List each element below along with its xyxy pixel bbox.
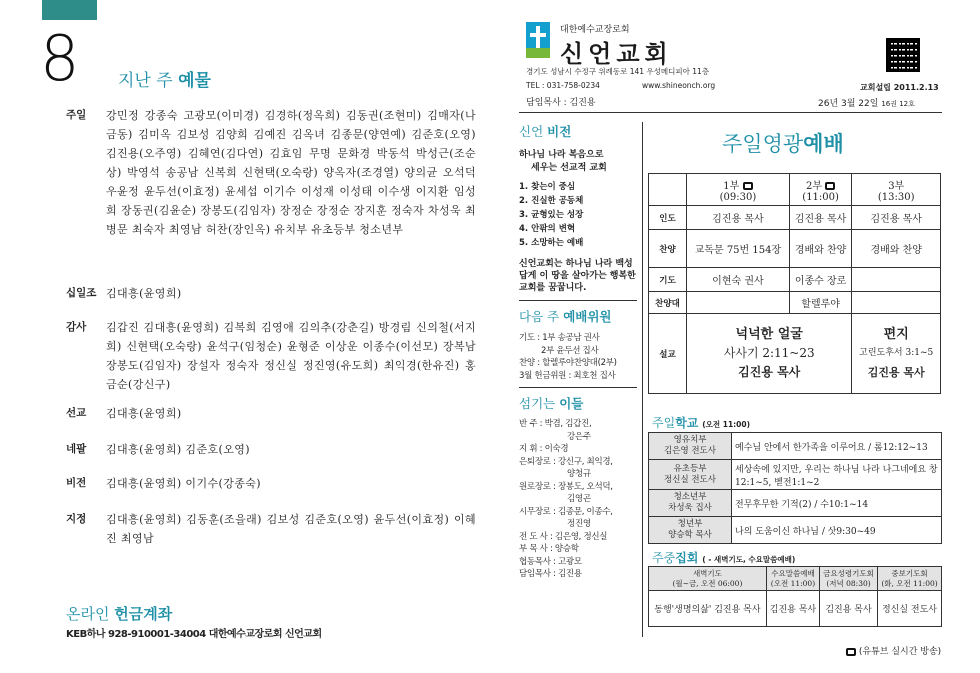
school-row: 유초등부 정신실 전도사 세상속에 있지만, 우리는 하나님 나라 나그네에요 창12:1~5, 벧전1:1~2: [649, 460, 942, 490]
weekday-cell: 김진용 목사: [766, 591, 819, 627]
sunday-school-table: [648, 432, 942, 544]
vision-item: 2. 진실한 공동체: [519, 196, 584, 206]
offering-names: 김갑진 김대흥(윤영희) 김복희 김영애 김의추(강춘길) 방경림 신의철(서지희) 신현택(오숙랑) 윤석구(임청순) 윤형준 이상운 이종수(이선모) 장복남 장봉도(김임자) 장설자 정숙자 정신실 정진영(유도희) 최익경(한유진) 홍금순(강신구): [106, 321, 476, 391]
offering-row-vision: [66, 474, 476, 493]
weekday-header: 수요말씀예배 (오전 11:00): [766, 567, 819, 591]
worship-table: [648, 173, 941, 394]
weekday-title: 주중집회 ( - 새벽기도, 수요말씀예배): [652, 551, 796, 565]
weekday-cell: 동행'생명의삶' 김진용 목사: [649, 591, 767, 627]
sunday-school-title: 주일학교 (오전 11:00): [652, 416, 751, 430]
weekday-table: [648, 566, 942, 627]
sermon-3-scripture: 고린도후서 3:1~5: [859, 348, 934, 358]
footer-note: (유튜브 실시간 방송): [846, 644, 941, 657]
weekday-cell: 김진용 목사: [820, 591, 878, 627]
offering-names: 강민정 강종숙 고광모(이미경) 김경하(정옥희) 김동권(조현미) 김매자(나금동) 김미옥 김보성 김양희 김예진 김옥녀 김종문(양연예) 김준호(오영) 김진용(오주영) 김혜연(김다연) 김효임 무명 문화경 박동석 박성근(조순상) 박영석 송공남 신복희 신현택(오숙랑) 양옥자(조경열) 양의균 오석덕 우윤정 윤두선(이효정) 윤세섭 이기수 이성재 이성태 이수생 이지환 임성희 장동권(김윤순) 장봉도(김임자) 장정순 장정순 장지훈 정숙자 차성욱 최병문 최숙자 최영남 허찬(장인옥) 유치부 유초등부 청소년부: [106, 109, 476, 236]
vision-list: [519, 180, 637, 250]
next-week-title: 다음 주 예배위원: [519, 309, 612, 324]
servers-list: 반 주 : 박겸, 김갑진, 강은주 지 휘 : 이숙경 은퇴장로 : 강신구, 최익경, 양청규 원로장로 : 장봉도, 오석덕, 김영곤 시무장로 : 김종문, 이종수, 정진영 전 도 사 : 김은영, 정신실 부 목 사 : 양승학 협동목사 : 고광모 담임목사 : 김진용: [519, 419, 613, 579]
church-address: 경기도 성남시 수정구 위례동로 141 우성메디피아 11층: [526, 67, 710, 76]
vision-statement: 하나님 나라 복음으로 세우는 선교적 교회: [519, 150, 607, 173]
youtube-live-icon: [825, 182, 835, 190]
weekday-header: 새벽기도 (월~금, 오전 06:00): [649, 567, 767, 591]
weekday-header: 중보기도회 (화, 오전 11:00): [877, 567, 941, 591]
church-logo-icon: [526, 22, 550, 58]
page-number: 8: [40, 22, 80, 95]
worship-row-choir: 찬양대 할렐루야: [649, 292, 941, 314]
online-offering-title: 온라인 헌금계좌: [66, 605, 173, 623]
offering-row-sunday: [66, 106, 476, 239]
vision-item: 3. 균형있는 성장: [519, 210, 584, 220]
header-divider: [519, 112, 942, 113]
offering-row-thanks: [66, 318, 476, 394]
vision-title: 신언 비전: [519, 124, 572, 139]
offering-names: 김대흥(윤영희) 김동훈(조을래) 김보성 김준호(오영) 윤두선(이효정) 이혜진 최영남: [106, 513, 476, 545]
vision-item: 1. 찾는이 중심: [519, 182, 576, 192]
sermon-title: 넉넉한 얼굴: [735, 327, 803, 342]
offering-row-mission: [66, 404, 476, 423]
offering-names: 김대흥(윤영희) 이기수(강종숙): [106, 477, 261, 490]
sermon-3-title: 편지: [883, 327, 909, 342]
church-tel: TEL : 031-758-0234: [526, 81, 600, 90]
youtube-live-icon: [846, 648, 856, 656]
worship-row-praise: 찬양 교독문 75번 154장 경배와 찬양 경배와 찬양: [649, 230, 941, 268]
denomination: 대한예수교장로회: [560, 25, 630, 35]
offering-label: 주일: [66, 109, 87, 121]
vision-description: 신언교회는 하나님 나라 백성답게 이 땅을 살아가는 행복한 교회를 꿈꿉니다.: [519, 258, 637, 301]
next-week-servers: 기도 : 1부 송공남 권사 2부 윤두선 집사 찬양 : 할렐루야찬양대(2부) 3월 헌금위원 : 최호천 집사: [519, 332, 637, 388]
youtube-live-icon: [743, 182, 753, 190]
bank-account: KEB하나 928-910001-34004 대한예수교장로회 신언교회: [66, 629, 322, 640]
service-2-header: 2부 (11:00): [789, 174, 852, 206]
offering-row-tithe: [66, 284, 476, 303]
sidebar: [519, 122, 637, 581]
school-row: 청년부 양승학 목사 나의 도움이신 하나님 / 삿9:30~49: [649, 517, 942, 544]
worship-title: 주일영광예배: [722, 132, 844, 156]
worship-row-sermon: 설교 넉넉한 얼굴 사사기 2:11~23 김진용 목사 편지 고린도후서 3:1~5 김진용 목사: [649, 314, 941, 394]
school-row: 영유치부 김은영 전도사 예수님 안에서 한가족을 이루어요 / 롬12:12~13: [649, 433, 942, 460]
service-3-header: 3부 (13:30): [852, 174, 941, 206]
worship-row-lead: 인도 김진용 목사 김진용 목사 김진용 목사: [649, 206, 941, 230]
offering-names: 김대흥(윤영희): [106, 287, 182, 300]
sermon-scripture: 사사기 2:11~23: [723, 346, 815, 360]
servers-title: 섬기는 이들: [519, 396, 584, 411]
column-divider: [642, 122, 643, 637]
offering-names: 김대흥(윤영희): [106, 407, 182, 420]
church-name: 신언교회: [560, 40, 673, 68]
offering-row-designated: [66, 510, 476, 548]
offering-label: 지정: [66, 513, 87, 525]
offerings-title: 지난 주 예물: [118, 71, 211, 91]
qr-code-icon[interactable]: [886, 38, 920, 72]
header-accent-bar: [42, 0, 97, 20]
bulletin-date: 26년 3월 22일 16권 12호: [818, 99, 915, 109]
weekday-cell: 정신실 전도사: [877, 591, 941, 627]
offering-label: 십일조: [66, 287, 97, 299]
senior-pastor: 담임목사 : 김진용: [526, 98, 596, 108]
sermon-3-preacher: 김진용 목사: [867, 366, 925, 379]
vision-item: 4. 안팎의 변혁: [519, 224, 576, 234]
offering-label: 네팔: [66, 443, 87, 455]
weekday-header: 금요성령기도회 (저녁 08:30): [820, 567, 878, 591]
offering-label: 비전: [66, 477, 87, 489]
school-row: 청소년부 차성욱 집사 전무후무한 기적(2) / 수10:1~14: [649, 490, 942, 517]
church-website[interactable]: www.shineonch.org: [642, 81, 716, 90]
worship-row-prayer: 기도 이현숙 권사 이종수 장로: [649, 268, 941, 292]
offering-label: 선교: [66, 407, 87, 419]
offering-row-nepal: [66, 440, 476, 459]
vision-item: 5. 소망하는 예배: [519, 238, 584, 248]
offering-names: 김대흥(윤영희) 김준호(오영): [106, 443, 250, 456]
established-date: 교회설립 2011.2.13: [860, 83, 939, 92]
offering-label: 감사: [66, 321, 87, 333]
sermon-preacher: 김진용 목사: [738, 365, 801, 379]
service-1-header: 1부 (09:30): [687, 174, 790, 206]
